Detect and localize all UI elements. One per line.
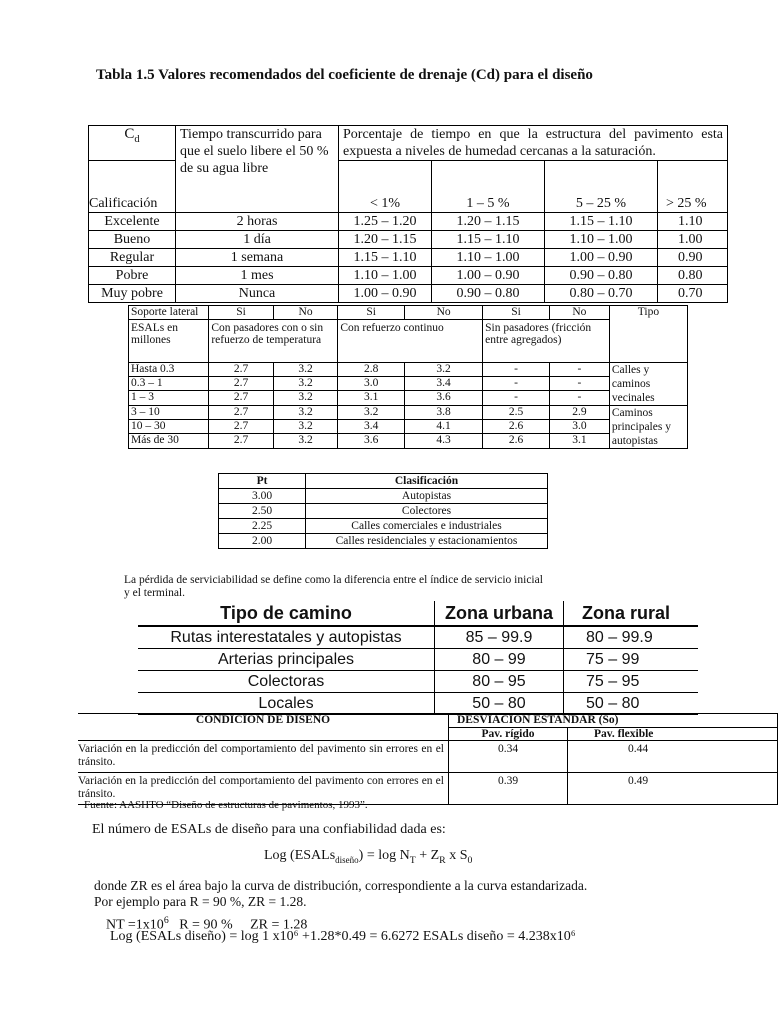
lt-cell: 3.8 — [405, 405, 483, 419]
r-value: R = 90 % — [179, 917, 233, 933]
lt-header-row — [129, 306, 688, 320]
nt-value: NT =1x10 — [106, 917, 164, 933]
drainage-table — [88, 125, 723, 301]
lt-cell: - — [549, 391, 609, 405]
drainage-cell: 0.80 — [658, 267, 728, 285]
drainage-cell: 0.90 – 0.80 — [432, 285, 545, 303]
drainage-cell: 1.00 – 0.90 — [545, 249, 658, 267]
deviation-table — [78, 713, 773, 801]
drainage-cell: Excelente — [89, 213, 176, 231]
lt-cell: - — [483, 362, 550, 376]
drainage-cell: 1.10 – 1.00 — [545, 231, 658, 249]
lt-cell: 3.1 — [338, 391, 405, 405]
rel-cell: 50 – 80 — [564, 693, 699, 715]
rel-cell: 75 – 95 — [564, 671, 699, 693]
lt-cell: Hasta 0.3 — [129, 362, 209, 376]
lt-row — [129, 419, 688, 433]
drainage-cell: 0.80 – 0.70 — [545, 285, 658, 303]
dev-cell: 0.34 — [449, 741, 568, 773]
cd-header: $C_d$ — [89, 126, 176, 161]
lt-type-cell: Caminos principales y autopistas — [609, 405, 687, 448]
drainage-row — [89, 285, 728, 303]
lt-cell: 3.2 — [273, 376, 338, 390]
zr-example — [94, 894, 676, 910]
lt-cell: 3.2 — [273, 434, 338, 448]
percent-header: Porcentaje de tiempo en que la estructura del pavimento esta expuesta a niveles de humedad cercanas a la saturación. — [339, 126, 728, 161]
lt-row — [129, 391, 688, 405]
pt-row — [219, 519, 548, 534]
lt-cell: 3.4 — [405, 376, 483, 390]
drainage-cell: 0.90 — [658, 249, 728, 267]
pt-cell: Calles residenciales y estacionamientos — [306, 534, 548, 549]
drainage-cell: Regular — [89, 249, 176, 267]
lt-cell: 3.1 — [549, 434, 609, 448]
drainage-cell: 1 mes — [176, 267, 339, 285]
dev-cell: 0.44 — [568, 741, 778, 773]
lt-cell: Con pasadores con o sin refuerzo de temperatura — [209, 319, 338, 362]
lt-cell: No — [549, 306, 609, 320]
calif-header: Calificación — [89, 161, 176, 213]
dev-cell: 0.49 — [568, 773, 778, 805]
lt-cell: 2.5 — [483, 405, 550, 419]
lt-cell: Si — [209, 306, 274, 320]
pt-header: Clasificación — [306, 474, 548, 489]
dev-cell: 0.39 — [449, 773, 568, 805]
lt-cell: - — [549, 376, 609, 390]
lt-cell: 10 – 30 — [129, 419, 209, 433]
lt-cell: 3.4 — [338, 419, 405, 433]
rel-cell: Locales — [138, 693, 435, 715]
dev-header-row — [78, 714, 778, 728]
lt-cell: 4.1 — [405, 419, 483, 433]
lt-cell: 3.2 — [338, 405, 405, 419]
lt-cell: 3.2 — [405, 362, 483, 376]
lt-cell: 3.2 — [273, 405, 338, 419]
drainage-cell: Bueno — [89, 231, 176, 249]
drainage-cell: 1.20 – 1.15 — [432, 213, 545, 231]
lt-cell: Soporte lateral — [129, 306, 209, 320]
drainage-row — [89, 249, 728, 267]
lt-cell: 3.2 — [273, 362, 338, 376]
lt-cell: 3.6 — [338, 434, 405, 448]
pt-cell: 3.00 — [219, 489, 306, 504]
lt-cell: 1 – 3 — [129, 391, 209, 405]
esals-calc — [110, 929, 676, 944]
lt-cell: 3.0 — [549, 419, 609, 433]
rel-header: Zona rural — [564, 601, 699, 626]
source-text: Fuente: AASHTO “Diseño de estructuras de pavimentos, 1993”. — [84, 799, 368, 811]
zr-definition-text: donde ZR es el área bajo la curva de distribución, correspondiente a la curva estandarizada. — [94, 878, 588, 893]
deviation-source — [84, 799, 524, 811]
zr-example-text: Por ejemplo para R = 90 %, ZR = 1.28. — [94, 894, 307, 909]
lt-cell: Sin pasadores (fricción entre agregados) — [483, 319, 610, 362]
lt-cell: Si — [338, 306, 405, 320]
rel-header: Tipo de camino — [138, 601, 435, 626]
lt-cell: 3.0 — [338, 376, 405, 390]
lt-cell: - — [549, 362, 609, 376]
pt-cell: 2.25 — [219, 519, 306, 534]
lt-row — [129, 362, 688, 376]
dev-cell: Variación en la predicción del comportamiento del pavimento sin errores en el tránsito. — [78, 741, 449, 773]
drainage-row — [89, 231, 728, 249]
drainage-cell: 1.15 – 1.10 — [339, 249, 432, 267]
dev-cell: Variación en la predicción del comportamiento del pavimento con errores en el tránsito. — [78, 773, 449, 805]
drainage-cell: 1.00 – 0.90 — [339, 285, 432, 303]
drainage-cell: 1.20 – 1.15 — [339, 231, 432, 249]
pt-cell: Calles comerciales e industriales — [306, 519, 548, 534]
lt-cell: 3.2 — [273, 419, 338, 433]
formula-part: ) = log N — [358, 848, 410, 863]
drainage-cell: 1 semana — [176, 249, 339, 267]
esals-calc-text: Log (ESALs diseño) = log 1 x10⁶ +1.28*0.49 = 6.6272 ESALs diseño = 4.238x10⁶ — [110, 929, 576, 944]
drainage-row — [89, 267, 728, 285]
pt-cell: Autopistas — [306, 489, 548, 504]
lt-cell: 2.7 — [209, 362, 274, 376]
lt-cell: 2.8 — [338, 362, 405, 376]
rel-cell: 75 – 99 — [564, 649, 699, 671]
rel-cell: Arterias principales — [138, 649, 435, 671]
rel-row — [138, 626, 698, 649]
esals-formula: Log (ESALs$_{diseño}$) = $\log N_T + Z_R$ x $S_0$ — [264, 848, 473, 866]
range-1: 1 – 5 % — [432, 161, 545, 213]
lt-cell: Más de 30 — [129, 434, 209, 448]
range-2: 5 – 25 % — [545, 161, 658, 213]
reliability-table — [148, 601, 672, 713]
pt-cell: 2.00 — [219, 534, 306, 549]
lt-row — [129, 405, 688, 419]
lt-cell: ESALs en millones — [129, 319, 209, 362]
rel-header-row — [138, 601, 698, 626]
zr-value: ZR = 1.28 — [250, 917, 308, 933]
drainage-cell: 1.10 – 1.00 — [432, 249, 545, 267]
time-header: Tiempo transcurrido para que el suelo libere el 50 % de su agua libre — [176, 126, 339, 213]
lt-cell: - — [483, 391, 550, 405]
drainage-cell: 1.25 – 1.20 — [339, 213, 432, 231]
lt-cell: Tipo — [609, 306, 687, 363]
lt-cell: 2.6 — [483, 419, 550, 433]
example-values: NT $=1x10^6$ R = 90 % ZR = 1.28 — [106, 915, 308, 933]
drainage-cell: Muy pobre — [89, 285, 176, 303]
pt-header: Pt — [219, 474, 306, 489]
drainage-table-title: Tabla 1.5 Valores recomendados del coeficiente de drenaje (Cd) para el diseño — [96, 67, 593, 83]
lt-cell: 2.7 — [209, 376, 274, 390]
rel-row — [138, 649, 698, 671]
lt-cell: 4.3 — [405, 434, 483, 448]
range-3: > 25 % — [658, 161, 728, 213]
dev-header: Pav. rígido — [449, 727, 568, 741]
lt-cell: 3.2 — [273, 391, 338, 405]
lt-cell: 2.9 — [549, 405, 609, 419]
lt-row — [129, 434, 688, 448]
rel-cell: 85 – 99.9 — [435, 626, 564, 649]
zr-definition — [94, 878, 676, 894]
lt-cell: Si — [483, 306, 550, 320]
rel-cell: Rutas interestatales y autopistas — [138, 626, 435, 649]
rel-row — [138, 693, 698, 715]
lt-cell: 2.6 — [483, 434, 550, 448]
esals-intro-text: El número de ESALs de diseño para una confiabilidad dada es: — [92, 822, 446, 837]
lt-cell: 2.7 — [209, 405, 274, 419]
drainage-cell: Nunca — [176, 285, 339, 303]
formula-part: Log (ESALs — [264, 848, 336, 863]
lt-cell: Con refuerzo continuo — [338, 319, 483, 362]
drainage-cell: 2 horas — [176, 213, 339, 231]
pt-cell: 2.50 — [219, 504, 306, 519]
drainage-cell: Pobre — [89, 267, 176, 285]
drainage-cell: 1.10 — [658, 213, 728, 231]
esals-intro — [92, 822, 676, 838]
drainage-cell: 1 día — [176, 231, 339, 249]
dev-header: CONDICION DE DISEÑO — [78, 714, 449, 741]
lt-cell: 3.6 — [405, 391, 483, 405]
drainage-cell: 1.10 – 1.00 — [339, 267, 432, 285]
drainage-cell: 1.00 — [658, 231, 728, 249]
formula-sub: diseño — [335, 854, 359, 865]
lt-header-row — [129, 319, 688, 362]
serviceability-text — [124, 574, 618, 600]
dev-header: Pav. flexible — [568, 727, 778, 741]
drainage-cell: 1.15 – 1.10 — [432, 231, 545, 249]
lt-cell: 3 – 10 — [129, 405, 209, 419]
intro-line-1: La pérdida de serviciabilidad se define como la diferencia entre el índice de servicio inicial — [124, 574, 543, 586]
rel-cell: Colectoras — [138, 671, 435, 693]
drainage-row — [89, 213, 728, 231]
pt-row — [219, 534, 548, 549]
rel-cell: 50 – 80 — [435, 693, 564, 715]
lt-cell: No — [405, 306, 483, 320]
pt-row — [219, 504, 548, 519]
dev-row — [78, 741, 778, 773]
lt-type-cell: Calles y caminos vecinales — [609, 362, 687, 405]
dev-header: DESVIACION ESTANDAR (So) — [449, 714, 778, 728]
intro-line-2: y el terminal. — [124, 587, 185, 599]
drainage-cell: 0.70 — [658, 285, 728, 303]
pt-cell: Colectores — [306, 504, 548, 519]
load-transfer-table — [131, 305, 682, 459]
rel-cell: 80 – 99.9 — [564, 626, 699, 649]
rel-cell: 80 – 99 — [435, 649, 564, 671]
rel-cell: 80 – 95 — [435, 671, 564, 693]
pt-header-row — [219, 474, 548, 489]
lt-cell: 2.7 — [209, 391, 274, 405]
range-0: < 1% — [339, 161, 432, 213]
lt-cell: 2.7 — [209, 434, 274, 448]
drainage-cell: 1.15 – 1.10 — [545, 213, 658, 231]
pt-table — [218, 473, 548, 549]
lt-cell: 0.3 – 1 — [129, 376, 209, 390]
lt-cell: No — [273, 306, 338, 320]
lt-row — [129, 376, 688, 390]
pt-row — [219, 489, 548, 504]
drainage-cell: 0.90 – 0.80 — [545, 267, 658, 285]
lt-cell: - — [483, 376, 550, 390]
drainage-cell: 1.00 – 0.90 — [432, 267, 545, 285]
rel-header: Zona urbana — [435, 601, 564, 626]
rel-row — [138, 671, 698, 693]
lt-cell: 2.7 — [209, 419, 274, 433]
